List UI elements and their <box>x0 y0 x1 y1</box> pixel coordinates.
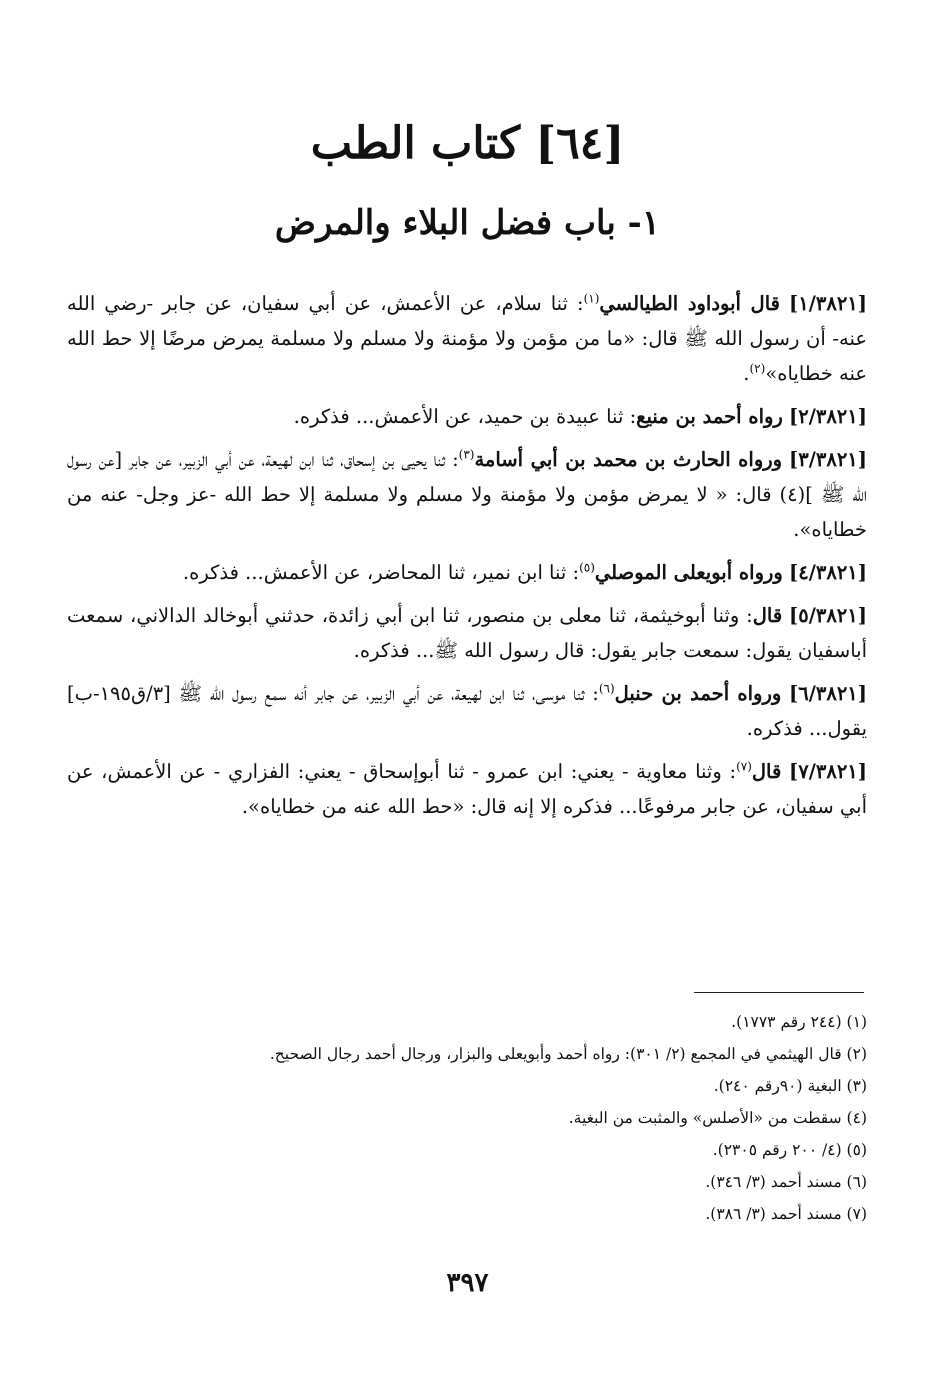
hadith-list <box>67 286 867 832</box>
footnote-divider <box>694 992 864 993</box>
hadith-text: : ثنا سلام، عن الأعمش، عن أبي سفيان، عن جابر -رضي الله عنه- أن رسول الله ﷺ قال: «ما من مؤمن ولا مؤمنة ولا مسلم ولا مسلمة يمرض مرضًا إلا حط الله عنه خطاياه» <box>67 292 867 385</box>
page-number: ٣٩٧ <box>446 1268 489 1298</box>
hadith-entry <box>67 754 867 824</box>
hadith-entry <box>67 555 867 590</box>
footnote: (٣) البغية (٩٠رقم ٢٤٠). <box>713 1077 867 1095</box>
hadith-text: : وثنا معاوية - يعني: ابن عمرو - ثنا أبوإسحاق - يعني: الفزاري - عن الأعمش، عن أبي سفيان، عن جابر مرفوعًا... فذكره إلا إنه قال: «حط الله عنه من خطاياه». <box>67 760 867 818</box>
hadith-entry <box>67 286 867 391</box>
hadith-text: : ثنا عبيدة بن حميد، عن الأعمش... فذكره. <box>293 405 637 428</box>
hadith-end: . <box>743 362 750 385</box>
footnote: (٦) مسند أحمد (٣/ ٣٤٦). <box>705 1173 867 1191</box>
hadith-number: [٧/٣٨٢١] <box>789 760 868 783</box>
footnote: (٢) قال الهيثمي في المجمع (٢/ ٣٠١): رواه أحمد وأبويعلى والبزار، ورجال أحمد رجال الصحيح. <box>269 1045 867 1063</box>
hadith-number: [١/٣٨٢١] <box>789 292 868 315</box>
hadith-source: رواه أحمد بن منيع <box>636 405 783 428</box>
hadith-text: : ثنا يحيى بن إسحاق، ثنا ابن لهيعة، عن أبي الزبير، عن جابر [عن رسول الله ﷺ ](٤) قال: « لا يمرض مؤمن ولا مؤمنة ولا مسلم ولا مسلمة إلا حط الله -عز وجل- عنه من خطاياه». <box>67 448 867 541</box>
hadith-entry <box>67 676 867 746</box>
footnote: (٥) (٤/ ٢٠٠ رقم ٢٣٠٥). <box>712 1141 867 1159</box>
hadith-number: [٥/٣٨٢١] <box>789 604 867 627</box>
section-title: ١- باب فضل البلاء والمرض <box>274 203 661 243</box>
hadith-text: : ثنا ابن نمير، ثنا المحاضر، عن الأعمش... فذكره. <box>182 561 580 584</box>
hadith-source: ورواه أحمد بن حنبل <box>614 682 782 705</box>
footnote-ref: (٧) <box>736 759 752 774</box>
footnote-ref: (٥) <box>579 560 595 575</box>
hadith-entry <box>67 598 867 668</box>
footnote-ref: (١) <box>583 291 600 306</box>
hadith-text: : وثنا أبوخيثمة، ثنا معلى بن منصور، ثنا ابن أبي زائدة، حدثني أبوخالد الدالاني، سمعت أباسفيان يقول: سمعت جابر يقول: قال رسول الله ﷺ... فذكره. <box>67 604 867 662</box>
hadith-source: قال <box>751 760 782 783</box>
hadith-number: [٤/٣٨٢١] <box>789 561 867 584</box>
hadith-number: [٣/٣٨٢١] <box>789 448 868 471</box>
footnote: (٧) مسند أحمد (٣/ ٣٨٦). <box>705 1205 867 1223</box>
hadith-entry <box>67 442 867 547</box>
footnote: (١) (٢٤٤ رقم ١٧٧٣). <box>731 1013 867 1031</box>
footnote-ref: (٦) <box>598 681 615 696</box>
hadith-source: قال <box>752 604 783 627</box>
hadith-number: [٦/٣٨٢١] <box>789 682 868 705</box>
footnote-ref: (٢) <box>749 361 766 376</box>
footnote-list <box>67 1006 867 1230</box>
footnote: (٤) سقطت من «الأصلس» والمثبت من البغية. <box>568 1109 867 1127</box>
hadith-number: [٢/٣٨٢١] <box>789 405 867 428</box>
hadith-text: : ثنا موسى، ثنا ابن لهيعة، عن أبي الزبير، عن جابر أنه سمع رسول الله ﷺ [٣/ق١٩٥-ب] يقول... فذكره. <box>67 682 867 740</box>
chapter-title: [٦٤] كتاب الطب <box>310 118 625 169</box>
hadith-source: ورواه أبويعلى الموصلي <box>594 561 783 584</box>
hadith-source: قال أبوداود الطيالسي <box>599 292 780 315</box>
hadith-source: ورواه الحارث بن محمد بن أبي أسامة <box>474 448 783 471</box>
hadith-entry <box>67 399 867 434</box>
footnote-ref: (٣) <box>458 447 475 462</box>
